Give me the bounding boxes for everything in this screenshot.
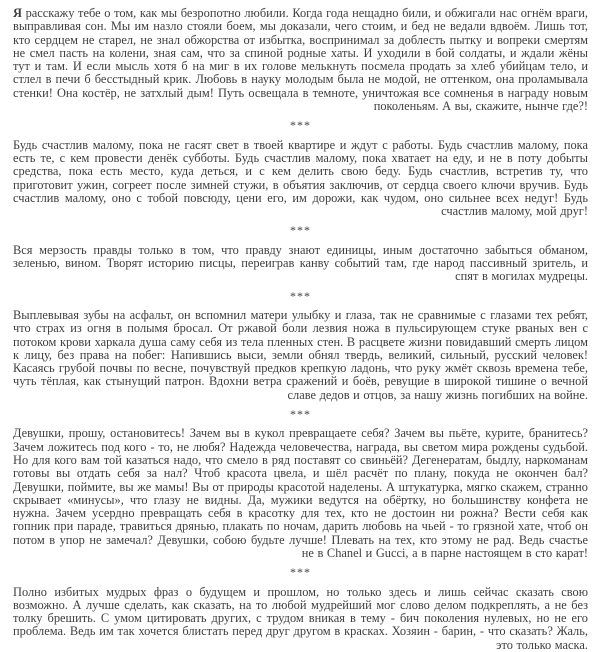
paragraph-war: Выплевывая зубы на асфальт, он вспомнил матери улыбку и глаза, так не сравнимые с глазами тех ребят, что страх из огня в полымя бросал. От ржавой боли лезвия ножа в пульсирующем стуке рваных вен с потоком крови харкала душа саму себя из тела пленных стен. В расцвете жизни повидавший смерть лицом к лицу, без права на побег: Напившись выси, земли обнял твердь, великий, сильный, русский человек! Касаясь грубой почвы по весне, почувствуй предков крепкую ладонь, что руку жмёт сквозь времена тебе, чуть тёплая, как стынущий патрон. Вдохни ветра сражений и боёв, ревущие в широкой тишине о вечной славе дедов и отцов, за нашу жизнь погибших на войне. xyxy=(13,307,588,402)
paragraph-love: Я расскажу тебе о том, как мы безропотно любили. Когда года нещадно били, и обжигали нас огнём враги, выправливая сон. Мы им назло стояли боем, мы доказали, чего стоим, и бед не ведали вдвоём. Лишь тот, кто сердцем не старел, не знал обжорства от избытка, воспринимал за доблесть пытку и вопреки смертям не смел пасть на колени, зная сам, что за спиной родные хаты. И уходили в бой солдаты, и ждали жёны тут и там. И если мысль хотя б на миг в их голове мелькнуть посмела продать за хлеб убийцам тело, и стлел в печи б бесстыдный крик. Любовь в науку молодым была не модой, не оттенком, она проламывала стенки! Она костёр, не затхлый дым! Путь освещала в темноте, уничтожая все сомненья в награду новым поколеньям. А вы, скажите, нынче где?! xyxy=(13,6,588,114)
section-divider: *** xyxy=(290,407,311,422)
paragraph-truth: Вся мерзость правды только в том, что правду знают единицы, иным достаточно забыться обманом, зеленью, вином. Творят историю писцы, переиграв канву событий там, где народ пассивный зритель, и спят в могилах мудрецы. xyxy=(13,242,588,284)
section-divider: *** xyxy=(290,118,311,133)
section-divider: *** xyxy=(290,223,311,238)
paragraph-wisdom: Полно избитых мудрых фраз о будущем и прошлом, но только здесь и лишь сейчас сказать свою возможно. А лучше сделать, как сказать, на то любой мудрейший мог слово делом подкреплять, а не без толку брешить. С умом цитировать других, с трудом вникая в тему - бич поколения нулевых, но не его проблема. Ведь им так хочется блистать перед друг другом в красках. Хозяин - барин, - что сказать? Жаль, это только маска. xyxy=(13,584,588,652)
paragraph-happiness: Будь счастлив малому, пока не гасят свет в твоей квартире и ждут с работы. Будь счастлив малому, пока есть те, с кем провести денёк субботы. Будь счастлив малому, пока хватает на еду, и не в поту добыты средства, пока есть место, куда деться, и с кем делить свою беду. Будь счастлив, встретив ту, что приготовит ужин, согреет после зимней стужи, в объятия заключив, от сердца своего ключи вручив. Будь счастлив малому, оно с тобой повсюду, цени его, им дорожи, как чудом, оно сильнее всех недуг! Будь счастлив малому, мой друг! xyxy=(13,137,588,219)
paragraph-girls: Девушки, прошу, остановитесь! Зачем вы в кукол превращаете себя? Зачем вы пьёте, курите, бранитесь? Зачем ложитесь под кого - то, не любя? Надежда человечества, награда, вы светом мира рождены судьбой. Но для кого вам той казаться надо, что смело в ряд поставят со свиньёй? Дегенератам, быдлу, наркоманам готовы вы отдать себя за нал? Чтоб красота цвела, и шёл расчёт по плану, покуда не окончен бал? Девушки, поймите, вы же мамы! Вы от природы красотой наделены. А штукатурка, мягко скажем, странно скрывает «минусы», что глазу не видны. Да, мужики ведутся на обёртку, но большинству конфета не нужна. Зачем усердно превращать себя в красотку для тех, кто не достоин ни рожна? Вести себя как гопник при параде, травиться дрянью, плакать по ночам, дарить любовь на чьей - то грязной хате, чтоб он потом в упор не замечал? Девушки, собою будьте лучше! Плевать на тех, кто этому не рад. Ведь счастье не в Chanel и Gucci, а в парне настоящем в сто карат! xyxy=(13,426,588,560)
section-divider: *** xyxy=(290,565,311,580)
section-divider: *** xyxy=(290,288,311,303)
